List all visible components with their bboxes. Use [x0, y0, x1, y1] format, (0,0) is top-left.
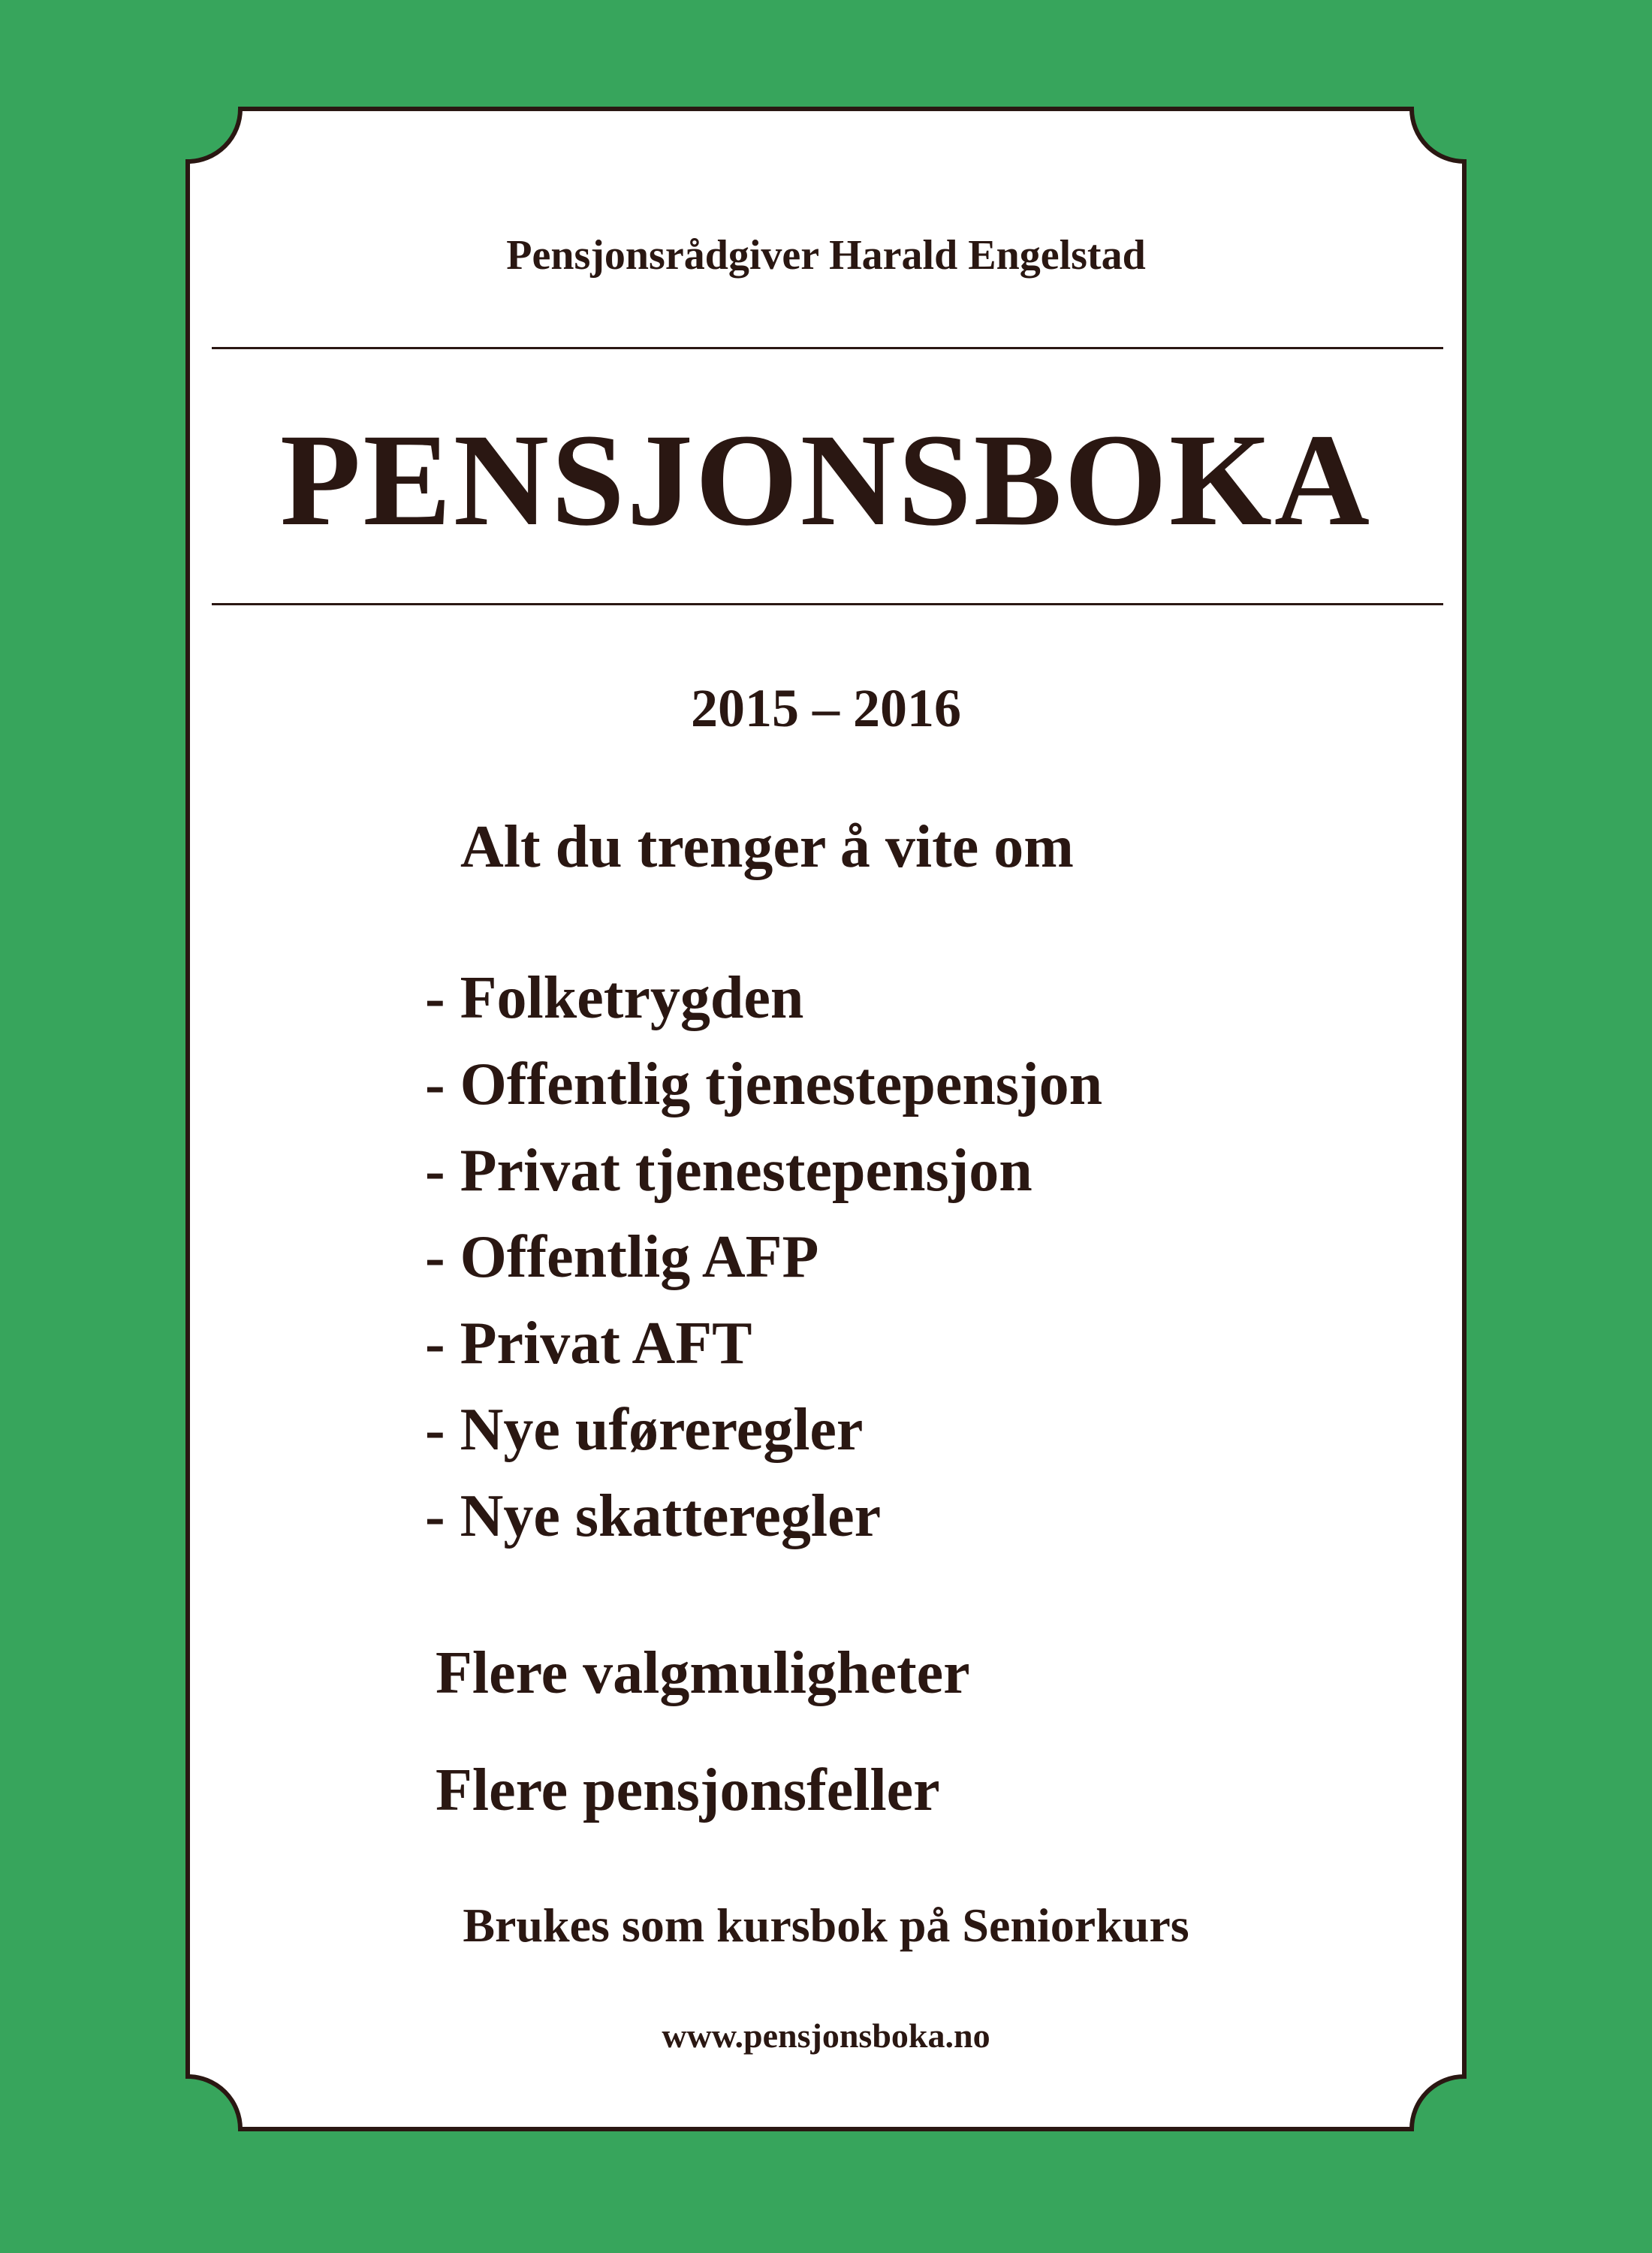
intro-text: Alt du trenger å vite om — [460, 814, 1074, 880]
topic-item: - Folketrygden — [425, 965, 804, 1031]
edition-years: 2015 – 2016 — [691, 678, 961, 738]
highlight-pitfalls: Flere pensjonsfeller — [436, 1757, 940, 1823]
divider-top — [212, 347, 1443, 349]
topic-item: - Nye skatteregler — [425, 1483, 882, 1549]
topic-item: - Offentlig AFP — [425, 1224, 819, 1290]
topic-list — [425, 955, 1102, 1560]
topic-item: - Privat AFT — [425, 1310, 752, 1377]
author-line: Pensjonsrådgiver Harald Engelstad — [506, 232, 1146, 279]
book-title: PENSJONSBOKA — [279, 407, 1373, 553]
course-note: Brukes som kursbok på Seniorkurs — [463, 1899, 1189, 1952]
website-url: www.pensjonsboka.no — [662, 2016, 990, 2055]
highlight-choices: Flere valgmuligheter — [436, 1640, 970, 1706]
topic-item: - Nye uføreregler — [425, 1397, 864, 1463]
topic-item: - Privat tjenestepensjon — [425, 1138, 1032, 1204]
topic-item: - Offentlig tjenestepensjon — [425, 1051, 1103, 1117]
divider-bottom — [212, 603, 1443, 605]
